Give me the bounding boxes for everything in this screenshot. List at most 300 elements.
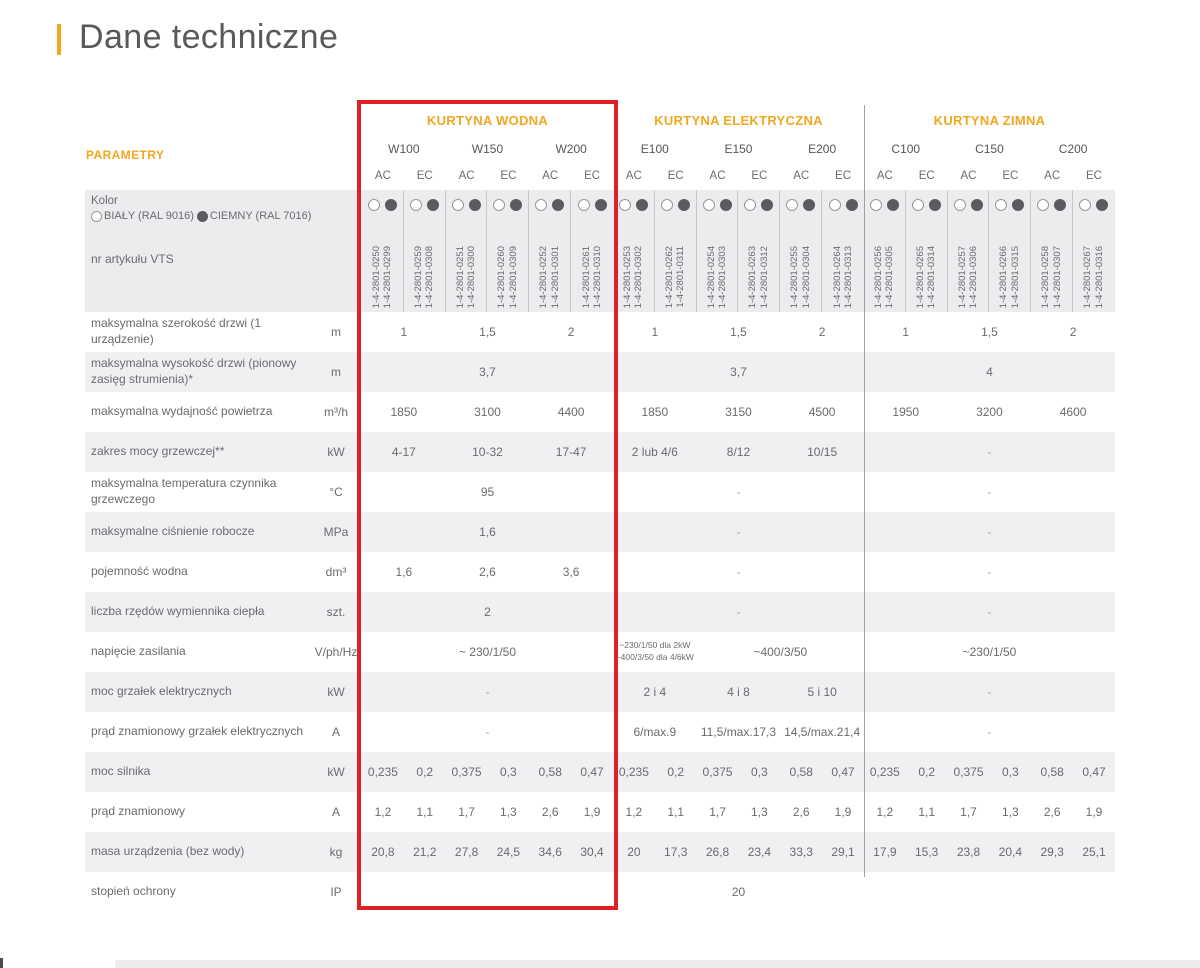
model-name: C200 — [1058, 141, 1088, 156]
spec-row — [85, 312, 1115, 352]
spec-row — [85, 752, 1115, 792]
spec-cell: - — [987, 445, 992, 459]
article-numbers — [623, 211, 644, 312]
white-color-dot-icon — [661, 199, 673, 211]
dark-color-dot-icon — [846, 199, 858, 211]
spec-cell: 4500 — [808, 405, 836, 419]
spec-cell: 2,6 — [792, 805, 810, 819]
color-row-label: Kolor — [91, 195, 118, 207]
spec-cell: 0,58 — [1040, 765, 1064, 779]
article-number: 1-4-2801-0313 — [843, 245, 855, 308]
model-name: C100 — [891, 141, 921, 156]
spec-cell: 1850 — [390, 405, 418, 419]
spec-cell: 1,9 — [583, 805, 601, 819]
article-number: 1-4-2801-0303 — [717, 245, 729, 308]
article-number: 1-4-2801-0255 — [789, 245, 801, 308]
spec-cell: - — [987, 685, 992, 699]
spec-cell: 4 — [986, 365, 993, 379]
article-number: 1-4-2801-0254 — [705, 245, 717, 308]
spec-cell: 0,235 — [618, 765, 649, 779]
color-article-labels — [85, 190, 310, 312]
row-unit: °C — [329, 485, 343, 499]
row-unit: A — [331, 805, 340, 819]
spec-cell: 1,5 — [479, 325, 496, 339]
article-number: 1-4-2801-0308 — [424, 245, 436, 308]
spec-cell: 17,9 — [873, 845, 897, 859]
spec-cell: 2 lub 4/6 — [631, 445, 678, 459]
article-number-row-label: nr artykułu VTS — [91, 252, 174, 266]
variant-column — [529, 190, 571, 312]
spec-cell: 1,2 — [374, 805, 392, 819]
color-article-columns — [362, 190, 1115, 312]
spec-cell: 21,2 — [413, 845, 437, 859]
article-number: 1-4-2801-0300 — [466, 245, 478, 308]
variant-column — [989, 190, 1031, 312]
color-dots — [954, 199, 983, 211]
spec-cell: 0,58 — [789, 765, 813, 779]
spec-cell: 23,4 — [747, 845, 772, 859]
row-label: maksymalna temperatura czynnika grzewczego — [91, 476, 277, 506]
white-color-dot-icon — [744, 199, 756, 211]
dark-color-dot-icon — [1012, 199, 1024, 211]
spec-cell: 11,5/max.17,3 — [700, 725, 777, 739]
dark-color-dot-icon — [636, 199, 648, 211]
spec-cell: 1,6 — [479, 525, 496, 539]
spec-cell: 0,47 — [580, 765, 604, 779]
dark-color-dot-icon — [469, 199, 481, 211]
article-number: 1-4-2801-0262 — [663, 245, 675, 308]
spec-cell: 4 i 8 — [727, 685, 750, 699]
spec-cell: 1,1 — [416, 805, 434, 819]
spec-cell-line: ~400/3/50 dla 4/6kW — [615, 652, 694, 662]
spec-cell: 3,6 — [562, 565, 580, 579]
model-name: W200 — [555, 141, 587, 156]
parameters-label: PARAMETRY — [86, 148, 165, 162]
row-label: maksymalna wysokość drzwi (pionowy zasięg strumienia)* — [91, 356, 297, 386]
article-numbers — [748, 211, 769, 312]
article-numbers — [582, 211, 603, 312]
spec-cell: 0,375 — [451, 765, 482, 779]
article-numbers — [958, 211, 979, 312]
spec-cell: 4-17 — [391, 445, 416, 459]
motor-type-label: EC — [751, 170, 768, 182]
white-color-dot-icon — [870, 199, 882, 211]
article-number: 1-4-2801-0259 — [412, 245, 424, 308]
article-number: 1-4-2801-0314 — [926, 245, 938, 308]
color-dots — [786, 199, 815, 211]
row-unit: szt. — [326, 605, 346, 619]
spec-row — [85, 712, 1115, 752]
dark-color-dot-icon — [385, 199, 397, 211]
variant-column — [487, 190, 529, 312]
row-label: maksymalna wydajność powietrza — [91, 404, 273, 419]
article-numbers — [456, 211, 477, 312]
spec-cell: 1,9 — [834, 805, 852, 819]
dark-color-dot-icon — [887, 199, 899, 211]
variant-column — [780, 190, 822, 312]
motor-type-label: EC — [918, 170, 935, 182]
color-dots — [744, 199, 773, 211]
article-number: 1-4-2801-0251 — [454, 245, 466, 308]
white-color-dot-icon — [368, 199, 380, 211]
spec-table — [85, 105, 1115, 912]
spec-row — [85, 432, 1115, 472]
spec-cell: 1,2 — [876, 805, 894, 819]
spec-cell: 1,3 — [1001, 805, 1019, 819]
article-numbers — [665, 211, 686, 312]
spec-cell: 0,3 — [751, 765, 768, 779]
color-dots — [661, 199, 690, 211]
spec-cell: 2 — [1069, 325, 1077, 339]
spec-cell: 2,6 — [1043, 805, 1061, 819]
group-title: KURTYNA ZIMNA — [933, 112, 1046, 128]
article-number: 1-4-2801-0260 — [496, 245, 508, 308]
white-color-dot-icon — [703, 199, 715, 211]
article-numbers — [539, 211, 560, 312]
article-number: 1-4-2801-0265 — [914, 245, 926, 308]
group-title: KURTYNA ELEKTRYCZNA — [654, 112, 823, 128]
spec-cell: ~ 230/1/50 — [458, 645, 517, 659]
spec-cell: 0,375 — [702, 765, 733, 779]
spec-cell: 17-47 — [555, 445, 587, 459]
spec-cell: 0,47 — [831, 765, 855, 779]
spec-cell: 1,5 — [730, 325, 747, 339]
article-number: 1-4-2801-0307 — [1051, 245, 1063, 308]
color-dots — [578, 199, 607, 211]
spec-cell: 95 — [480, 485, 495, 499]
white-color-dot-icon — [410, 199, 422, 211]
article-number: 1-4-2801-0301 — [549, 245, 561, 308]
dark-color-dot-icon — [761, 199, 773, 211]
spec-cell: 0,47 — [1082, 765, 1106, 779]
row-unit: dm³ — [325, 565, 347, 579]
row-unit: m — [331, 365, 341, 379]
article-number: 1-4-2801-0311 — [675, 246, 687, 308]
row-label: maksymalna szerokość drzwi (1 urządzenie) — [91, 316, 262, 346]
article-number: 1-4-2801-0258 — [1040, 245, 1052, 308]
spec-cell: 1,3 — [500, 805, 517, 819]
motor-type-label: AC — [709, 170, 726, 182]
white-color-dot-icon — [619, 199, 631, 211]
model-name: E100 — [640, 141, 669, 156]
article-number: 1-4-2801-0302 — [633, 245, 645, 308]
spec-cell: - — [987, 725, 992, 739]
spec-cell: 33,3 — [789, 845, 813, 859]
variant-column — [697, 190, 739, 312]
dark-color-dot-icon — [929, 199, 941, 211]
spec-cell: 3,7 — [730, 365, 747, 379]
spec-cell: 1,1 — [667, 805, 685, 819]
dark-color-dot-icon — [510, 199, 522, 211]
variant-column — [571, 190, 613, 312]
row-label: prąd znamionowy grzałek elektrycznych — [91, 724, 304, 739]
spec-cell: 3200 — [976, 405, 1003, 419]
model-name: C150 — [975, 141, 1004, 156]
row-label: maksymalne ciśnienie robocze — [91, 524, 255, 539]
color-dots — [1079, 199, 1108, 211]
white-color-dot-icon — [954, 199, 966, 211]
row-unit: IP — [330, 885, 342, 899]
spec-cell: 0,58 — [538, 765, 562, 779]
spec-cell: 29,3 — [1040, 845, 1064, 859]
article-numbers — [497, 211, 518, 312]
spec-cell: - — [987, 605, 992, 619]
row-unit: kW — [327, 765, 345, 779]
spec-cell: 1,9 — [1085, 805, 1103, 819]
page-bottom-edge — [115, 960, 1200, 968]
white-color-dot-icon — [1037, 199, 1049, 211]
spec-cell: 1,7 — [458, 805, 475, 819]
article-number: 1-4-2801-0299 — [382, 245, 394, 308]
motor-type-label: AC — [960, 170, 977, 182]
spec-cell: 26,8 — [705, 845, 730, 859]
spec-cell: ~230/1/50 — [962, 645, 1017, 659]
spec-cell: 20,4 — [998, 845, 1023, 859]
white-color-label: BIAŁY (RAL 9016) — [104, 210, 194, 222]
article-number: 1-4-2801-0316 — [1093, 245, 1105, 308]
color-dots — [703, 199, 732, 211]
white-color-dot-icon — [578, 199, 590, 211]
variant-column — [655, 190, 697, 312]
group-title: KURTYNA WODNA — [426, 112, 549, 128]
dark-color-dot-icon — [427, 199, 439, 211]
motor-type-label: AC — [1044, 170, 1061, 182]
model-name: E200 — [808, 141, 837, 156]
spec-cell-line: ~230/1/50 dla 2kW — [619, 640, 691, 651]
row-unit: m³/h — [324, 405, 348, 419]
row-unit: MPa — [323, 525, 349, 539]
spec-cell: 3150 — [725, 405, 752, 419]
dark-color-dot-icon — [803, 199, 815, 211]
row-unit: kg — [329, 845, 343, 859]
article-number: 1-4-2801-0263 — [747, 245, 759, 308]
spec-row — [85, 512, 1115, 552]
dark-color-dot-icon — [595, 199, 607, 211]
spec-row — [85, 872, 1115, 912]
spec-cell: 6/max.9 — [633, 725, 677, 739]
spec-cell: 25,1 — [1082, 845, 1106, 859]
variant-column — [948, 190, 990, 312]
header-model-row — [85, 135, 1115, 162]
spec-cell: 0,3 — [1001, 765, 1019, 779]
dark-color-dot-icon — [197, 211, 208, 222]
row-label: moc silnika — [91, 764, 151, 779]
variant-column — [864, 190, 906, 312]
spec-row — [85, 832, 1115, 872]
white-color-dot-icon — [452, 199, 464, 211]
color-dots — [493, 199, 522, 211]
spec-cell: 0,2 — [667, 765, 685, 779]
spec-row — [85, 672, 1115, 712]
dark-color-dot-icon — [1096, 199, 1108, 211]
spec-cell: 1 — [651, 325, 659, 339]
article-number: 1-4-2801-0261 — [580, 245, 592, 308]
spec-row — [85, 552, 1115, 592]
variant-column — [738, 190, 780, 312]
color-article-block — [85, 190, 1115, 312]
spec-cell: ~400/3/50 — [753, 645, 808, 659]
spec-cell: - — [485, 685, 490, 699]
spec-cell: 1,1 — [918, 805, 936, 819]
row-label: moc grzałek elektrycznych — [91, 684, 232, 699]
color-dots — [452, 199, 481, 211]
page-corner-mark — [0, 958, 3, 968]
article-numbers — [414, 211, 435, 312]
spec-cell: 3,7 — [479, 365, 496, 379]
spec-cell: 24,5 — [496, 845, 521, 859]
variant-column — [822, 190, 864, 312]
color-dots — [912, 199, 941, 211]
color-dots — [1037, 199, 1066, 211]
motor-type-label: EC — [1002, 170, 1019, 182]
motor-type-label: EC — [500, 170, 517, 182]
spec-cell: 2,6 — [541, 805, 559, 819]
color-dots — [535, 199, 564, 211]
row-label: masa urządzenia (bez wody) — [91, 844, 245, 859]
spec-row — [85, 632, 1115, 672]
article-numbers — [1083, 211, 1104, 312]
white-color-dot-icon — [995, 199, 1007, 211]
spec-cell: 2 i 4 — [643, 685, 667, 699]
spec-cell: 1950 — [892, 405, 920, 419]
row-label: pojemność wodna — [91, 564, 188, 579]
unit-spacer — [310, 190, 362, 312]
motor-type-label: EC — [1086, 170, 1102, 182]
spec-cell: 20,8 — [371, 845, 395, 859]
row-label: liczba rzędów wymiennika ciepła — [91, 604, 265, 619]
dark-color-dot-icon — [720, 199, 732, 211]
white-color-dot-icon — [91, 211, 102, 222]
row-unit: V/ph/Hz — [314, 645, 358, 659]
article-number: 1-4-2801-0309 — [507, 245, 519, 308]
spec-cell: 0,2 — [416, 765, 434, 779]
spec-cell: - — [987, 565, 992, 579]
spec-cell: 1,6 — [395, 565, 413, 579]
white-color-dot-icon — [535, 199, 547, 211]
variant-column — [362, 190, 404, 312]
spec-cell: 1,3 — [751, 805, 768, 819]
spec-cell: 1,2 — [625, 805, 643, 819]
spec-cell: 1 — [902, 325, 910, 339]
dark-color-dot-icon — [552, 199, 564, 211]
spec-cell: 17,3 — [664, 845, 688, 859]
spec-cell: 4400 — [557, 405, 585, 419]
spec-cell: 2 — [484, 605, 491, 619]
color-legend — [91, 210, 310, 222]
spec-cell: - — [987, 485, 992, 499]
article-numbers — [790, 211, 811, 312]
spec-cell: 0,375 — [953, 765, 984, 779]
spec-cell: 29,1 — [831, 845, 855, 859]
page-title: Dane techniczne — [79, 18, 339, 56]
white-color-dot-icon — [1079, 199, 1091, 211]
spec-cell: - — [485, 725, 490, 739]
spec-cell: 10/15 — [807, 445, 838, 459]
article-number: 1-4-2801-0315 — [1009, 245, 1021, 308]
color-dots — [410, 199, 439, 211]
spec-cell: 27,8 — [454, 845, 479, 859]
spec-cell: 23,8 — [956, 845, 981, 859]
section-divider — [864, 105, 865, 877]
white-color-dot-icon — [493, 199, 505, 211]
spec-cell: 0,3 — [500, 765, 517, 779]
white-color-dot-icon — [829, 199, 841, 211]
spec-cell: 1,7 — [960, 805, 977, 819]
spec-row — [85, 472, 1115, 512]
motor-type-label: AC — [542, 170, 559, 182]
article-number: 1-4-2801-0256 — [872, 245, 884, 308]
spec-cell: 3100 — [474, 405, 501, 419]
spec-cell: 4600 — [1059, 405, 1087, 419]
spec-cell: 15,3 — [915, 845, 939, 859]
row-unit: m — [331, 325, 341, 339]
dark-color-dot-icon — [1054, 199, 1066, 211]
article-number: 1-4-2801-0304 — [800, 245, 812, 308]
row-unit: kW — [327, 445, 345, 459]
spec-cell: 1 — [400, 325, 408, 339]
spec-cell: 1850 — [641, 405, 669, 419]
row-label: zakres mocy grzewczej** — [91, 444, 225, 459]
motor-type-label: EC — [416, 170, 433, 182]
article-number: 1-4-2801-0306 — [968, 245, 979, 308]
spec-cell: 2 — [567, 325, 575, 339]
spec-cell: 30,4 — [580, 845, 604, 859]
spec-row — [85, 352, 1115, 392]
motor-type-label: EC — [835, 170, 852, 182]
spec-cell: 34,6 — [538, 845, 562, 859]
row-label: napięcie zasilania — [91, 644, 186, 659]
variant-column — [613, 190, 655, 312]
spec-cell: 2,6 — [479, 565, 496, 579]
article-numbers — [707, 211, 728, 312]
article-number: 1-4-2801-0267 — [1082, 245, 1094, 308]
color-dots — [368, 199, 397, 211]
spec-row — [85, 792, 1115, 832]
spec-cell: 1,5 — [981, 325, 998, 339]
spec-cell: - — [736, 525, 741, 539]
spec-cell: 0,235 — [869, 765, 900, 779]
article-numbers — [874, 211, 895, 312]
spec-cell: - — [736, 485, 741, 499]
white-color-dot-icon — [912, 199, 924, 211]
article-number: 1-4-2801-0253 — [621, 245, 633, 308]
spec-cell: 2 — [818, 325, 826, 339]
motor-type-label: AC — [876, 170, 893, 182]
motor-type-label: EC — [584, 170, 601, 182]
model-name: W150 — [471, 141, 504, 156]
white-color-dot-icon — [786, 199, 798, 211]
motor-type-label: AC — [625, 170, 642, 182]
spec-row — [85, 592, 1115, 632]
row-label: stopień ochrony — [91, 884, 176, 899]
spec-cell: 0,2 — [918, 765, 936, 779]
variant-column — [1073, 190, 1115, 312]
article-number: 1-4-2801-0257 — [956, 245, 968, 308]
article-number: 1-4-2801-0252 — [538, 245, 550, 308]
dark-color-label: CIEMNY (RAL 7016) — [209, 210, 312, 222]
spec-cell: 20 — [627, 845, 641, 859]
model-name: E150 — [724, 141, 753, 156]
article-number: 1-4-2801-0312 — [758, 245, 770, 308]
spec-cell: - — [987, 525, 992, 539]
article-number: 1-4-2801-0266 — [998, 245, 1010, 308]
spec-cell: 5 i 10 — [807, 685, 837, 699]
motor-type-label: EC — [667, 170, 684, 182]
color-dots — [870, 199, 899, 211]
title-accent-bar — [57, 24, 61, 55]
color-dots — [829, 199, 858, 211]
article-numbers — [372, 211, 393, 312]
